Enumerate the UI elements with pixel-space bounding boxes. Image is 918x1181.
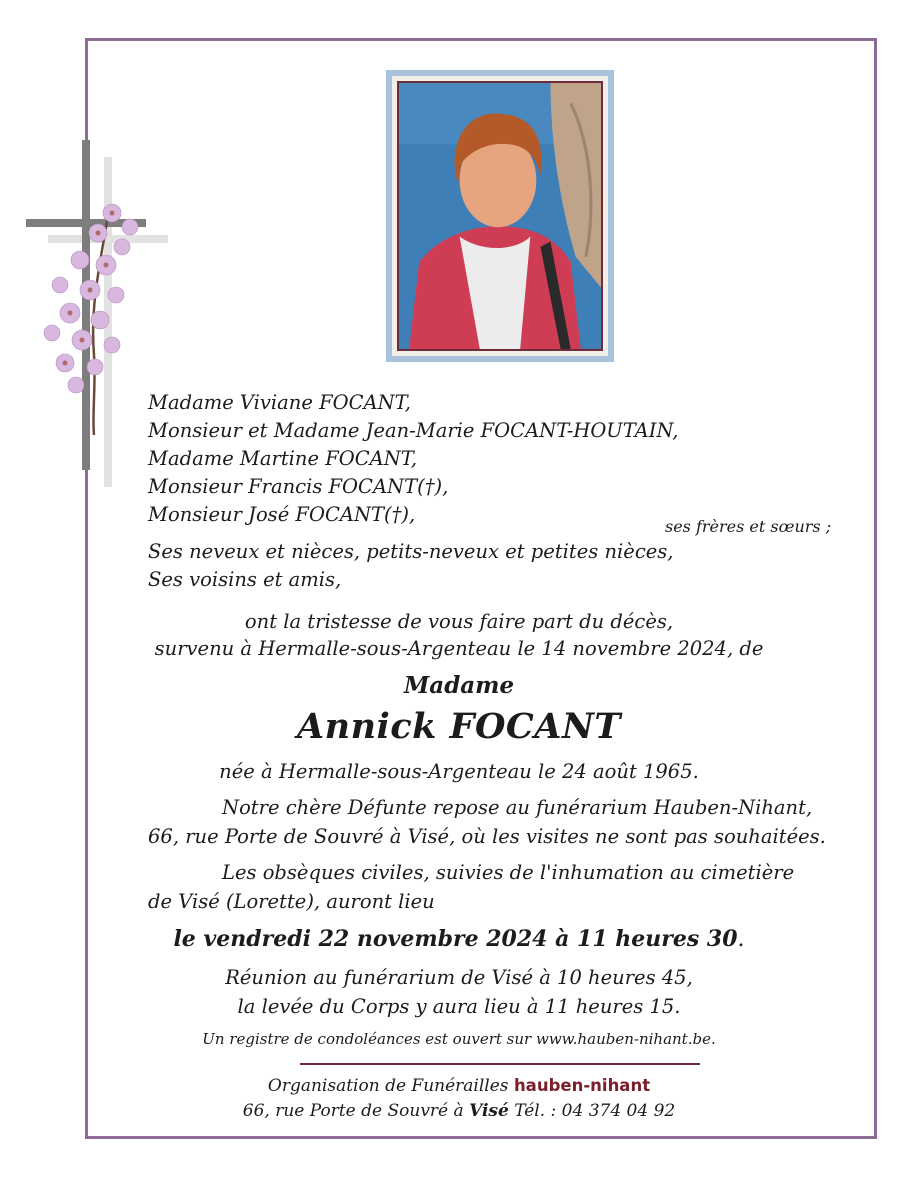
family-member: Monsieur Francis FOCANT(†), xyxy=(148,475,449,498)
family-member: Madame Martine FOCANT, xyxy=(148,447,418,470)
family-member: Monsieur José FOCANT(†), xyxy=(148,503,416,526)
rest-info: Notre chère Défunte repose au funérarium Hauben-Nihant, xyxy=(222,796,813,819)
meeting-info: Réunion au funérarium de Visé à 10 heures 45, xyxy=(225,966,693,989)
extended-family: Ses voisins et amis, xyxy=(148,568,342,591)
relation-note: ses frères et sœurs ; xyxy=(665,517,832,536)
meeting-info: la levée du Corps y aura lieu à 11 heures 15. xyxy=(237,995,681,1018)
rest-info: 66, rue Porte de Souvré à Visé, où les visites ne sont pas souhaitées. xyxy=(148,825,826,848)
extended-family: Ses neveux et nièces, petits-neveux et petites nièces, xyxy=(148,540,674,563)
family-member: Madame Viviane FOCANT, xyxy=(148,391,412,414)
funeral-organizer: Organisation de Funérailles hauben-nihant xyxy=(267,1076,651,1096)
announcement-line: survenu à Hermalle-sous-Argenteau le 14 novembre 2024, de xyxy=(154,637,764,660)
funeral-info: Les obsèques civiles, suivies de l'inhumation au cimetière xyxy=(222,861,795,884)
brand-logo: hauben-nihant xyxy=(513,1076,651,1095)
funeral-info: de Visé (Lorette), auront lieu xyxy=(148,890,435,913)
deceased-title: Madame xyxy=(403,672,515,699)
funeral-date: le vendredi 22 novembre 2024 à 11 heures 30. xyxy=(173,926,745,952)
portrait-photo xyxy=(386,70,614,362)
condolence-register: Un registre de condoléances est ouvert sur www.hauben-nihant.be. xyxy=(202,1030,716,1048)
separator-line xyxy=(300,1063,700,1065)
organizer-address: 66, rue Porte de Souvré à Visé Tél. : 04 374 04 92 xyxy=(242,1101,676,1121)
family-member: Monsieur et Madame Jean-Marie FOCANT-HOUTAIN, xyxy=(148,419,679,442)
announcement-line: ont la tristesse de vous faire part du décès, xyxy=(244,610,674,633)
deceased-name: Annick FOCANT xyxy=(297,706,621,747)
birth-info: née à Hermalle-sous-Argenteau le 24 août 1965. xyxy=(219,760,699,783)
